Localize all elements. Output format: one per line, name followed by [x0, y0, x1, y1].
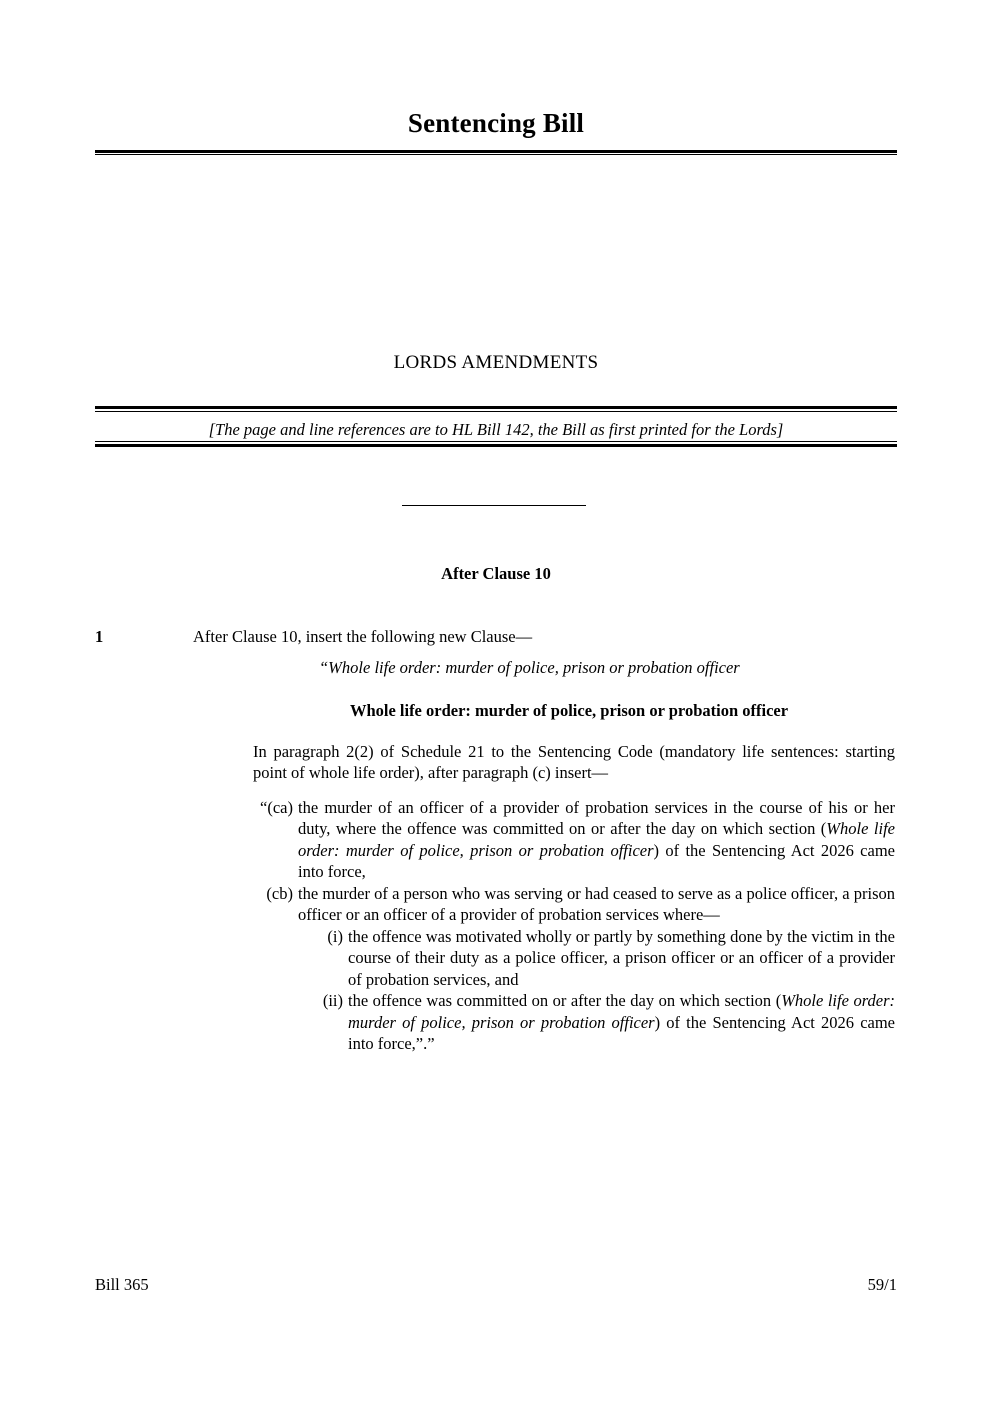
clause-section-heading: After Clause 10: [441, 564, 551, 583]
list-item-italic-reference: Whole life order: murder of police, prison or probation officer: [298, 819, 895, 860]
amendment-intro-paragraph: In paragraph 2(2) of Schedule 21 to the Sentencing Code (mandatory life sentences: starting point of whole life order), after paragraph (c) insert—: [253, 741, 895, 782]
list-item: [322, 990, 896, 1055]
reference-note: [The page and line references are to HL Bill 142, the Bill as first printed for the Lords]: [208, 420, 784, 439]
list-item-marker: “(ca): [260, 797, 293, 817]
list-item-marker: (i): [327, 926, 343, 946]
amendment-block: [95, 626, 897, 1055]
footer-page-number: 59/1: [867, 1275, 897, 1294]
divider-thin-line: [95, 154, 897, 155]
list-item-text-part: the offence was committed on or after the day on which section (: [348, 991, 782, 1010]
list-item-marker: (cb): [266, 883, 293, 903]
page-footer: [95, 1275, 897, 1295]
note-divider-top: [95, 406, 897, 412]
list-item-text: [298, 797, 895, 883]
note-divider-bottom: [95, 441, 897, 447]
amendment-number: 1: [95, 627, 104, 646]
divider-thin-line: [95, 411, 897, 412]
footer-bill-number: Bill 365: [95, 1275, 149, 1294]
page-title: Sentencing Bill: [407, 108, 585, 138]
short-section-divider: [402, 505, 586, 506]
list-item-text-part: ) of the Sentencing Act 2026 came into force,: [298, 840, 895, 881]
amendment-lead-text: After Clause 10, insert the following new Clause—: [193, 627, 533, 646]
list-item-marker: (ii): [322, 991, 343, 1010]
list-item-text-part: the murder of an officer of a provider of probation services in the course of his or her duty, where the offence was committed on or after the day on which section (: [298, 797, 895, 838]
list-item-italic-reference: Whole life order: murder of police, prison or probation officer: [348, 991, 895, 1032]
list-item: [260, 797, 895, 883]
divider-thick-line: [95, 444, 897, 447]
section-heading: LORDS AMENDMENTS: [393, 352, 599, 373]
list-item-text: the offence was motivated wholly or partly by something done by the victim in the course of their duty as a police officer, a prison officer or an officer of a provider of probation services, and: [348, 926, 895, 989]
list-item: [327, 926, 895, 991]
amendment-body: [193, 626, 897, 1055]
title-divider: [95, 150, 897, 156]
list-item-text: the murder of a person who was serving or had ceased to serve as a police officer, a prison officer or an officer of a provider of probation services where—: [298, 883, 895, 924]
quoted-clause-title: “Whole life order: murder of police, prison or probation officer: [319, 657, 740, 677]
list-item-text: [348, 990, 895, 1055]
new-clause-title: Whole life order: murder of police, prison or probation officer: [349, 701, 789, 720]
list-item-text-part: ) of the Sentencing Act 2026 came into force,”.”: [348, 1012, 896, 1053]
list-item: [266, 883, 895, 926]
